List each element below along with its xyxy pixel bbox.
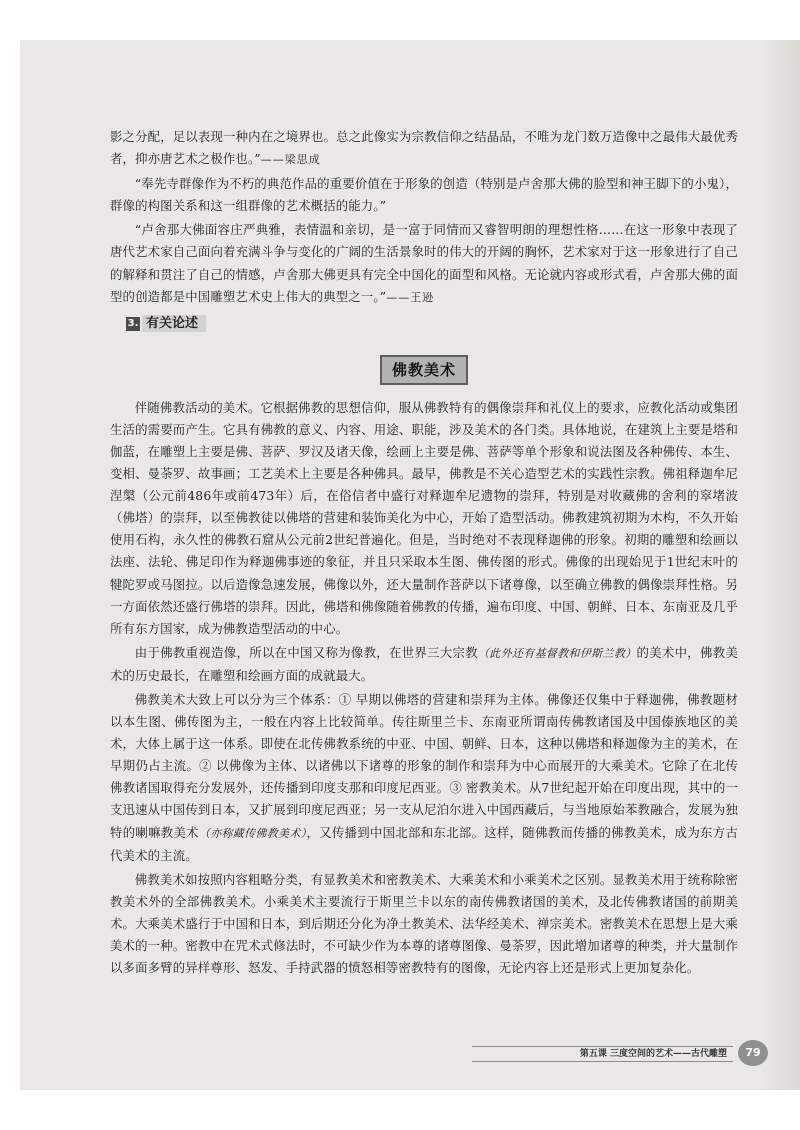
quote-wangxun-attribution: ——王逊 [386, 290, 435, 304]
quote-liang-text: 影之分配，足以表现一种内在之境界也。总之此像实为宗教信仰之结晶品，不唯为龙门数万造像中之最伟大最优秀者，抑亦唐艺术之极作也。” [110, 129, 738, 167]
running-title: 第五课 三度空间的艺术——古代雕塑 [472, 1046, 733, 1062]
section-number: 3. [127, 317, 139, 329]
p3-text-before: 佛教美术大致上可以分为三个体系：① 早期以佛塔的营建和崇拜为主体。佛像还仅集中于释迦佛，佛教题材以本生图、佛传图为主，一般在内容上比较简单。传往斯里兰卡、东南亚所谓南传佛教诸国及中国傣族地区的美术，大体上属于这一体系。即使在北传佛教系统的中亚、中国、朝鲜、日本，这种以佛塔和释迦像为主的美术，在早期仍占主流。② 以佛像为主体、以诸佛以下诸尊的形象的制作和崇拜为中心而展开的大乘美术。它除了在北传佛教诸国取得充分发展外，还传播到印度支那和印度尼西亚。③ 密教美术。从7世纪起开始在印度出现，其中的一支迅速从中国传到日本，又扩展到印度尼西亚；另一支从尼泊尔进入中国西藏后，与当地原始苯教融合，发展为独特的喇嘛教美术 [110, 691, 738, 840]
quote-fengxiansi [110, 173, 738, 217]
paragraph-definition: 伴随佛教活动的美术。它根据佛教的思想信仰，服从佛教特有的偶像崇拜和礼仪上的要求，应教化活动或集团生活的需要而产生。它具有佛教的意义、内容、用途、职能，涉及美术的各门类。具体地说，在建筑上主要是塔和伽蓝，在雕塑上主要是佛、菩萨、罗汉及诸天像，绘画上主要是佛、菩萨等单个形象和说法图及各种佛传、本生、变相、曼荼罗、故事画；工艺美术上主要是各种佛具。最早，佛教是不关心造型艺术的实践性宗教。佛祖释迦牟尼涅槃（公元前486年或前473年）后，在俗信者中盛行对释迦牟尼遗物的崇拜，特别是对收藏佛的舍利的窣堵波（佛塔）的崇拜，以至佛教徒以佛塔的营建和装饰美化为中心，开始了造型活动。佛教建筑初期为木构，不久开始使用石构，永久性的佛教石窟从公元前2世纪普遍化。但是，当时绝对不表现释迦佛的形象。初期的雕塑和绘画以法座、法轮、佛足印作为释迦佛事迹的象征，并且只采取本生图、佛传图的形式。佛像的出现始见于1世纪末叶的犍陀罗或马图拉。以后造像急速发展，佛像以外，还大量制作菩萨以下诸尊像，以至确立佛教的偶像崇拜性格。另一方面依然还盛行佛塔的崇拜。因此，佛塔和佛像随着佛教的传播，遍布印度、中国、朝鲜、日本、东南亚及几乎所有东方国家，成为佛教造型活动的中心。 [110, 399, 738, 636]
quote-fengxiansi-text: “奉先寺群像作为不朽的典范作品的重要价值在于形象的创造（特别是卢舍那大佛的脸型和神王脚下的小鬼），群像的构图关系和这一组群像的艺术概括的能力。” [110, 176, 738, 214]
page-number: 79 [738, 1040, 768, 1066]
p2-text-after: 的美术中，佛教美术的历史最长，在雕塑和绘画方面的成就最大。 [110, 644, 738, 683]
quote-wangxun-text: “卢舍那大佛面容庄严典雅，表情温和亲切，是一富于同情而又睿智明朗的理想性格……在这一形象中表现了唐代艺术家自己面向着充满斗争与变化的广阔的生活景象时的伟大的开阔的胸怀，艺术家对于这一形象进行了自己的解释和贯注了自己的情感，卢舍那大佛更具有完全中国化的面型和风格。无论就内容或形式看，卢舍那大佛的面型的创造都是中国雕塑艺术史上伟大的典型之一。” [110, 222, 738, 304]
quote-liang [110, 126, 738, 171]
p3-aside-note: （亦称藏传佛教美术） [198, 826, 307, 840]
box-title-wrap [110, 355, 738, 385]
section-title: 有关论述 [142, 315, 206, 332]
quote-liang-attribution: ——梁思成 [260, 153, 321, 167]
paragraph-image-religion [110, 642, 738, 687]
box-title: 佛教美术 [380, 355, 468, 385]
p3-text-after: ，又传播到中国北部和东北部。这样，随佛教而传播的佛教美术，成为东方古代美术的主流。 [110, 824, 738, 863]
paragraph-classification: 佛教美术如按照内容粗略分类，有显教美术和密教美术、大乘美术和小乘美术之区别。显教美术用于统称除密教美术外的全部佛教美术。小乘美术主要流行于斯里兰卡以东的南传佛教诸国的美术，及北传佛教诸国的前期美术。大乘美术盛行于中国和日本，到后期还分化为净土教美术、法华经美术、禅宗美术。密教美术在思想上是大乘美术的一种。密教中在咒术式修法时，不可缺少作为本尊的诸尊图像、曼荼罗，因此增加诸尊的种类，并大量制作以多面多臂的异样尊形、怒发、手持武器的愤怒相等密教特有的图像，无论内容上还是形式上更加复杂化。 [110, 871, 738, 976]
section-heading [126, 311, 738, 337]
p2-aside-note: （此外还有基督教和伊斯兰教） [477, 646, 637, 660]
quote-wangxun [110, 219, 738, 308]
p2-text-before: 由于佛教重视造像，所以在中国又称为像教，在世界三大宗教 [134, 644, 478, 660]
paragraph-three-systems [110, 689, 738, 867]
book-page [20, 40, 800, 1090]
page-content [110, 126, 738, 981]
page-edge-shadow [760, 40, 800, 1090]
